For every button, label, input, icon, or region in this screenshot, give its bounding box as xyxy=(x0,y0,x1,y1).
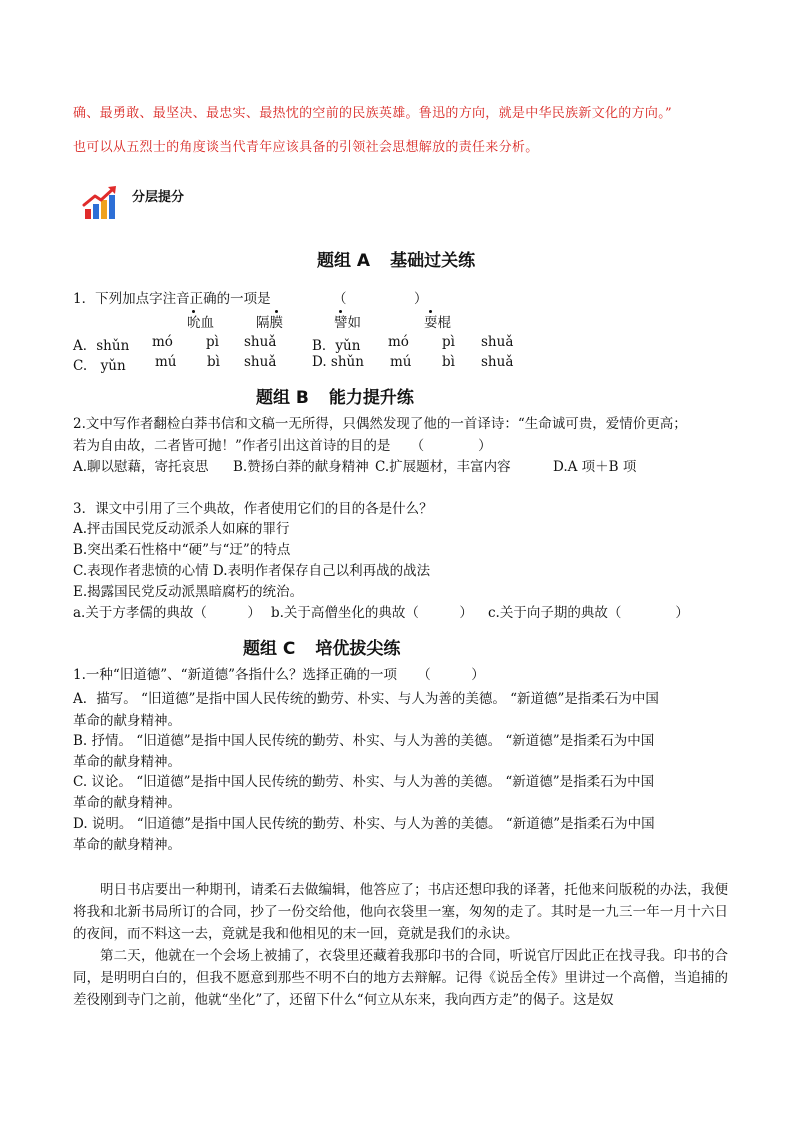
group-c-option-a-line-2: 革命的献身精神。 xyxy=(73,713,181,729)
option-c-3: bì xyxy=(207,354,220,370)
group-b-q3-sub-c: c.关于向子期的典故（ ） xyxy=(488,605,689,621)
group-c-option-d-line-2: 革命的献身精神。 xyxy=(73,837,181,853)
option-c-label: C. yǔn xyxy=(73,358,126,374)
option-a-4: shuǎ xyxy=(244,334,277,350)
option-d-label: D. shǔn xyxy=(312,354,364,370)
section-header-label: 分层提分 xyxy=(132,190,185,205)
rising-bar-chart-icon xyxy=(82,183,122,221)
group-c-option-c-line-2: 革命的献身精神。 xyxy=(73,795,181,811)
option-d-2: mú xyxy=(390,354,412,370)
group-c-q1-stem: 1.一种“旧道德”、“新道德”各指什么？选择正确的一项 （ ） xyxy=(73,667,485,683)
group-c-option-d-line-1: D. 说明。 “旧道德”是指中国人民传统的勤劳、朴实、与人为善的美德。 “新道德”是指柔石为中国 xyxy=(73,816,655,832)
group-a-q1-stem: 1．下列加点字注音正确的一项是 xyxy=(73,291,271,307)
group-b-q3-sub-a: a.关于方孝儒的典故（ ） xyxy=(73,605,261,621)
group-b-q2-option-a: A.聊以慰藉，寄托哀思 xyxy=(73,459,209,475)
group-c-title-main: 培优拔尖练 xyxy=(315,639,401,659)
word-2 xyxy=(256,313,283,333)
option-c-4: shuǎ xyxy=(244,354,277,370)
group-b-q3-option-a: A.抨击国民党反动派杀人如麻的罪行 xyxy=(73,521,290,537)
group-a-title-main: 基础过关练 xyxy=(390,251,476,271)
reading-passage xyxy=(73,879,728,1011)
option-a-label: A．shǔn xyxy=(73,338,130,354)
group-c-title-prefix: 题组 C xyxy=(243,639,296,659)
option-a-2: mó xyxy=(152,334,173,350)
group-c-option-b-line-1: B. 抒情。 “旧道德”是指中国人民传统的勤劳、朴实、与人为善的美德。 “新道德”是指柔石为中国 xyxy=(73,733,655,749)
group-b-q2-line-1: 2.文中写作者翻检白莽书信和文稿一无所得，只偶然发现了他的一首译诗：“生命诚可贵，爱情价更高； xyxy=(73,416,687,432)
dotted-char: 膜 xyxy=(269,315,283,331)
option-d-4: shuǎ xyxy=(481,354,514,370)
group-b-q3-option-e: E.揭露国民党反动派黑暗腐朽的统治。 xyxy=(73,584,304,600)
group-b-title-main: 能力提升练 xyxy=(328,388,414,408)
group-b-title-prefix: 题组 B xyxy=(256,388,309,408)
option-b-3: pì xyxy=(442,334,455,350)
group-b-q3-sub-b: b.关于高僧坐化的典故（ ） xyxy=(271,605,473,621)
word-rest: 棍 xyxy=(437,315,451,331)
word-rest: 隔 xyxy=(256,315,270,331)
group-c-title xyxy=(243,634,400,659)
group-b-q2-option-c: C.扩展题材，丰富内容 xyxy=(375,459,511,475)
word-1 xyxy=(187,313,214,333)
dotted-char: 吮 xyxy=(187,315,201,331)
group-a-q1-answer-paren: （ ） xyxy=(333,291,428,307)
group-b-q3-option-cd: C.表现作者悲愤的心情 D.表明作者保存自己以利再战的战法 xyxy=(73,563,431,579)
group-b-title xyxy=(256,383,414,408)
group-a-title xyxy=(317,246,475,271)
word-rest: 血 xyxy=(200,315,214,331)
word-3 xyxy=(334,313,361,333)
group-b-q2-option-b: B.赞扬白莽的献身精神 xyxy=(233,459,369,475)
passage-paragraph-1: 明日书店要出一种期刊，请柔石去做编辑，他答应了；书店还想印我的译著，托他来问版税的办法，我便将我和北新书局所订的合同，抄了一份交给他，他向衣袋里一塞，匆匆的走了。其时是一九三一年一月十六日的夜间，而不料这一去，竟就是我和他相见的末一回，竟就是我们的永诀。 xyxy=(73,882,728,942)
intro-line-1: 确、最勇敢、最坚决、最忠实、最热忱的空前的民族英雄。鲁迅的方向，就是中华民族新文化的方向。” xyxy=(73,106,672,121)
group-b-q3-stem: 3．课文中引用了三个典故，作者使用它们的目的各是什么？ xyxy=(73,501,433,517)
group-a-title-prefix: 题组 A xyxy=(317,251,371,271)
intro-line-2: 也可以从五烈士的角度谈当代青年应该具备的引领社会思想解放的责任来分析。 xyxy=(73,140,539,155)
group-c-option-b-line-2: 革命的献身精神。 xyxy=(73,754,181,770)
group-b-q2-option-d: D.A 项＋B 项 xyxy=(553,459,637,475)
option-a-3: pì xyxy=(206,334,219,350)
option-b-2: mó xyxy=(388,334,409,350)
group-c-option-c-line-1: C. 议论。 “旧道德”是指中国人民传统的勤劳、朴实、与人为善的美德。 “新道德”是指柔石为中国 xyxy=(73,774,655,790)
dotted-char: 耍 xyxy=(424,315,438,331)
passage-paragraph-2: 第二天，他就在一个会场上被捕了，衣袋里还藏着我那印书的合同，听说官厅因此正在找寻我。印书的合同，是明明白白的，但我不愿意到那些不明不白的地方去辩解。记得《说岳全传》里讲过一个高僧，当追捕的差役刚到寺门之前，他就“坐化”了，还留下什么“何立从东来，我向西方走”的偈子。这是奴 xyxy=(73,948,728,1008)
group-b-q3-option-b: B.突出柔石性格中“硬”与“迂”的特点 xyxy=(73,542,291,558)
option-b-label: B．yǔn xyxy=(312,338,361,354)
dotted-char: 譬 xyxy=(334,315,348,331)
option-d-3: bì xyxy=(442,354,455,370)
group-b-q2-line-2: 若为自由故，二者皆可抛！”作者引出这首诗的目的是 （ ） xyxy=(73,438,492,454)
option-b-4: shuǎ xyxy=(481,334,514,350)
option-c-2: mú xyxy=(155,354,177,370)
word-4 xyxy=(424,313,451,333)
group-c-option-a-line-1: A．描写。 “旧道德”是指中国人民传统的勤劳、朴实、与人为善的美德。 “新道德”是指柔石为中国 xyxy=(73,691,659,707)
word-rest: 如 xyxy=(347,315,361,331)
